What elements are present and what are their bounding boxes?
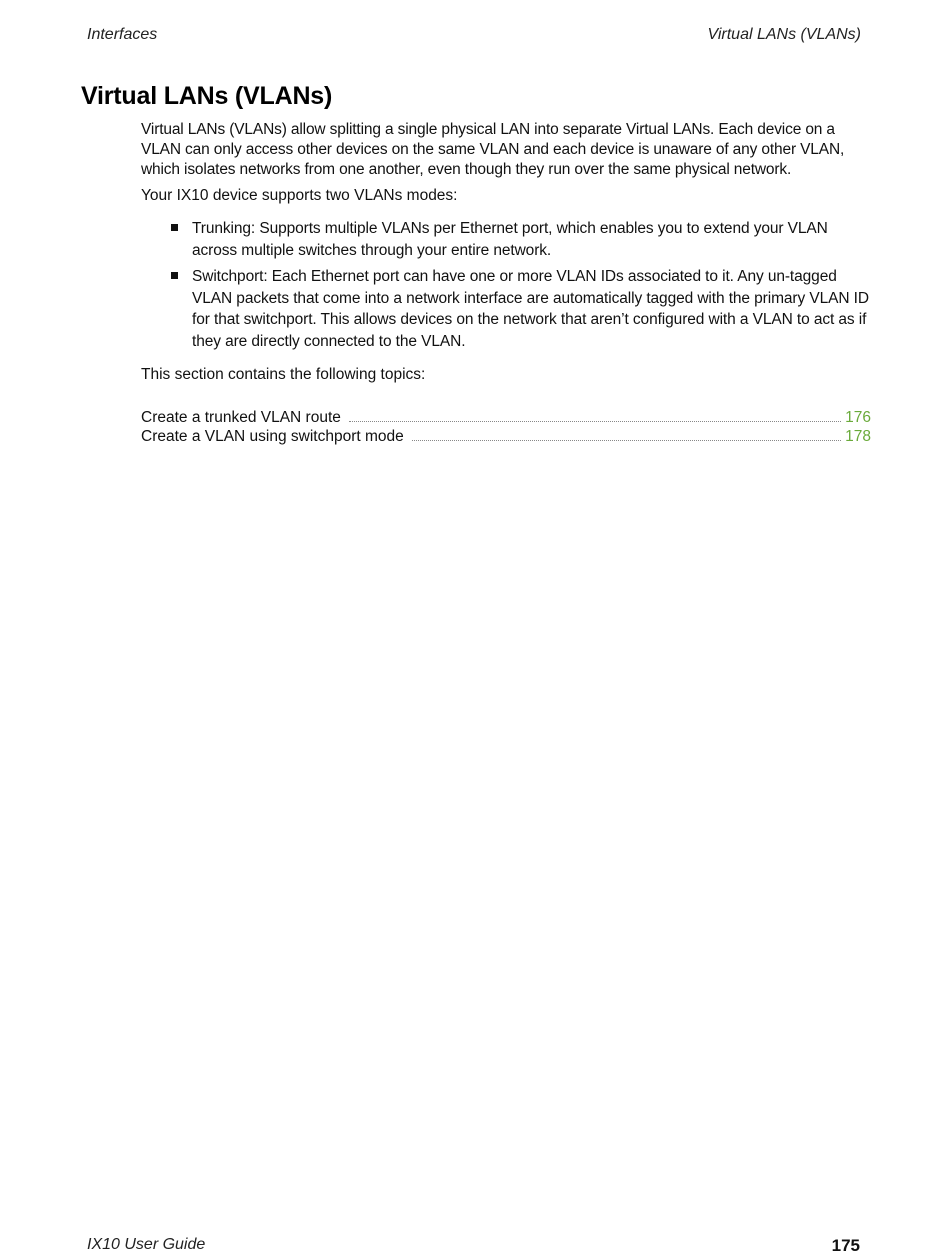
- section-body: [141, 120, 871, 446]
- footer-guide-title: IX10 User Guide: [87, 1236, 206, 1253]
- toc-entry-label[interactable]: Create a VLAN using switchport mode: [141, 428, 404, 445]
- modes-list: [141, 218, 871, 352]
- list-item: [141, 266, 871, 352]
- toc-page-link[interactable]: 178: [845, 428, 871, 445]
- list-item: [141, 218, 871, 261]
- toc-leader-dots: [412, 439, 841, 441]
- toc-entry-label[interactable]: Create a trunked VLAN route: [141, 409, 341, 426]
- topics-toc: [141, 408, 871, 446]
- running-header-section: Virtual LANs (VLANs): [707, 26, 861, 43]
- topics-intro-paragraph: This section contains the following topics:: [141, 366, 426, 383]
- running-header-chapter: Interfaces: [87, 26, 158, 43]
- footer-page-number: 175: [831, 1236, 860, 1255]
- toc-entry-switchport-vlan[interactable]: [141, 427, 871, 446]
- toc-leader-dots: [349, 420, 841, 422]
- page-title: Virtual LANs (VLANs): [81, 82, 333, 110]
- modes-intro-paragraph: Your IX10 device supports two VLANs modes:: [141, 187, 458, 204]
- square-bullet-icon: [171, 272, 178, 279]
- list-item-text: Trunking: Supports multiple VLANs per Ethernet port, which enables you to extend your VLAN across multiple switches through your entire network.: [192, 220, 828, 259]
- square-bullet-icon: [171, 224, 178, 231]
- intro-paragraph: Virtual LANs (VLANs) allow splitting a single physical LAN into separate Virtual LANs. Each device on a VLAN can only access other devices on the same VLAN and each device is unaware of any other VLAN, which isolates networks from one another, even though they run over the same physical network.: [141, 121, 845, 178]
- toc-page-link[interactable]: 176: [845, 409, 871, 426]
- list-item-text: Switchport: Each Ethernet port can have one or more VLAN IDs associated to it. Any un-tagged VLAN packets that come into a network interface are automatically tagged with the primary VLAN ID for that switchport. This allows devices on the network that aren’t configured with a VLAN to act as if they are directly connected to the VLAN.: [192, 268, 869, 350]
- toc-entry-trunked-vlan[interactable]: [141, 408, 871, 427]
